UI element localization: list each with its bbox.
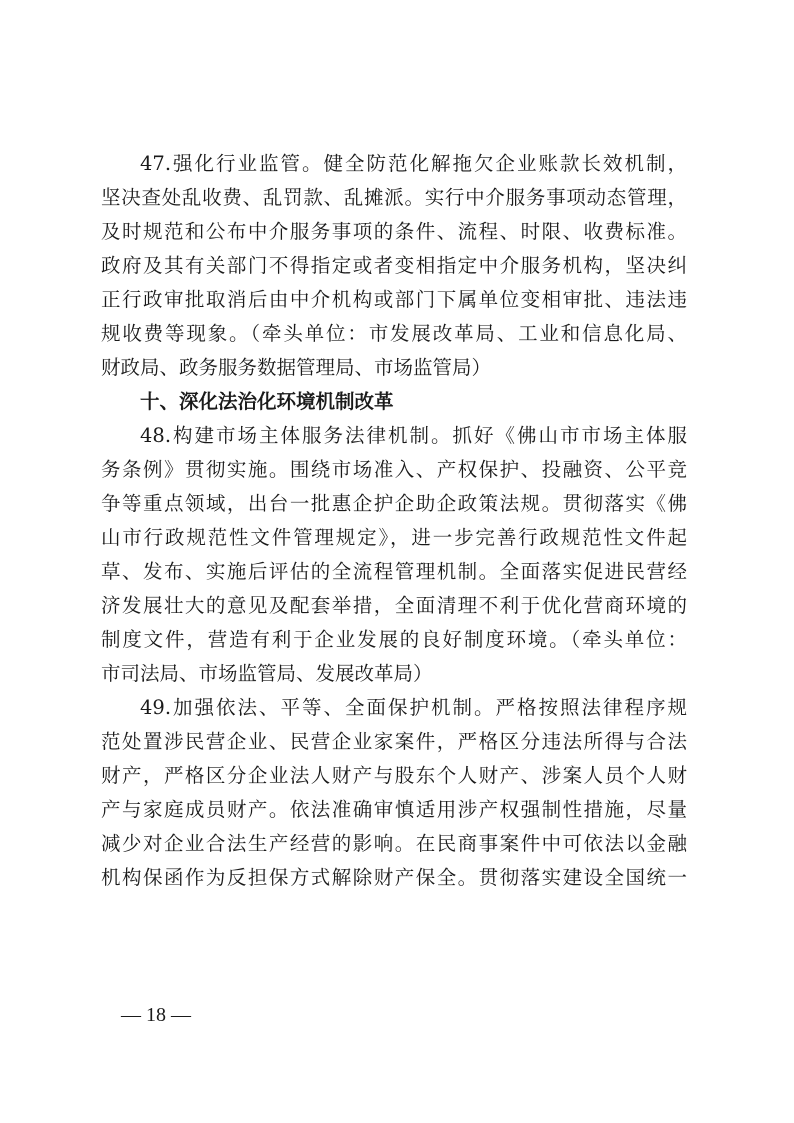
- text-line: 机构保函作为反担保方式解除财产保全。贯彻落实建设全国统一: [101, 866, 687, 889]
- text-line: 制度文件，营造有利于企业发展的良好制度环境。（牵头单位：: [101, 628, 687, 651]
- paragraph-48: [101, 419, 687, 691]
- text-line: 减少对企业合法生产经营的影响。在民商事案件中可依法以金融: [101, 832, 687, 855]
- text-line: 规收费等现象。（牵头单位：市发展改革局、工业和信息化局、: [101, 322, 687, 345]
- text-line: 务条例》贯彻实施。围绕市场准入、产权保护、投融资、公平竞: [101, 458, 687, 481]
- page-number: — 18 —: [121, 1004, 191, 1026]
- text-line: 及时规范和公布中介服务事项的条件、流程、时限、收费标准。: [101, 220, 687, 243]
- body-text: [101, 147, 687, 895]
- paragraph-49: [101, 691, 687, 895]
- text-line: 财政局、政务服务数据管理局、市场监管局）: [101, 356, 492, 379]
- text-line: 财产，严格区分企业法人财产与股东个人财产、涉案人员个人财: [101, 764, 687, 787]
- text-line: 范处置涉民营企业、民营企业家案件，严格区分违法所得与合法: [101, 730, 687, 753]
- text-line: 正行政审批取消后由中介机构或部门下属单位变相审批、违法违: [101, 288, 687, 311]
- text-line: 政府及其有关部门不得指定或者变相指定中介服务机构，坚决纠: [101, 254, 687, 277]
- text-line: 济发展壮大的意见及配套举措，全面清理不利于优化营商环境的: [101, 594, 687, 617]
- text-line: 47.强化行业监管。健全防范化解拖欠企业账款长效机制，: [140, 152, 687, 175]
- text-line: 山市行政规范性文件管理规定》，进一步完善行政规范性文件起: [101, 526, 687, 549]
- text-line: 产与家庭成员财产。依法准确审慎适用涉产权强制性措施，尽量: [101, 798, 687, 821]
- text-line: 48.构建市场主体服务法律机制。抓好《佛山市市场主体服: [140, 424, 687, 447]
- text-line: 市司法局、市场监管局、发展改革局）: [101, 662, 433, 685]
- section-heading: 十、深化法治化环境机制改革: [140, 390, 394, 413]
- paragraph-47: [101, 147, 687, 385]
- text-line: 草、发布、实施后评估的全流程管理机制。全面落实促进民营经: [101, 560, 687, 583]
- text-line: 49.加强依法、平等、全面保护机制。严格按照法律程序规: [140, 696, 687, 719]
- text-line: 坚决查处乱收费、乱罚款、乱摊派。实行中介服务事项动态管理，: [101, 186, 687, 209]
- text-line: 争等重点领域，出台一批惠企护企助企政策法规。贯彻落实《佛: [101, 492, 687, 515]
